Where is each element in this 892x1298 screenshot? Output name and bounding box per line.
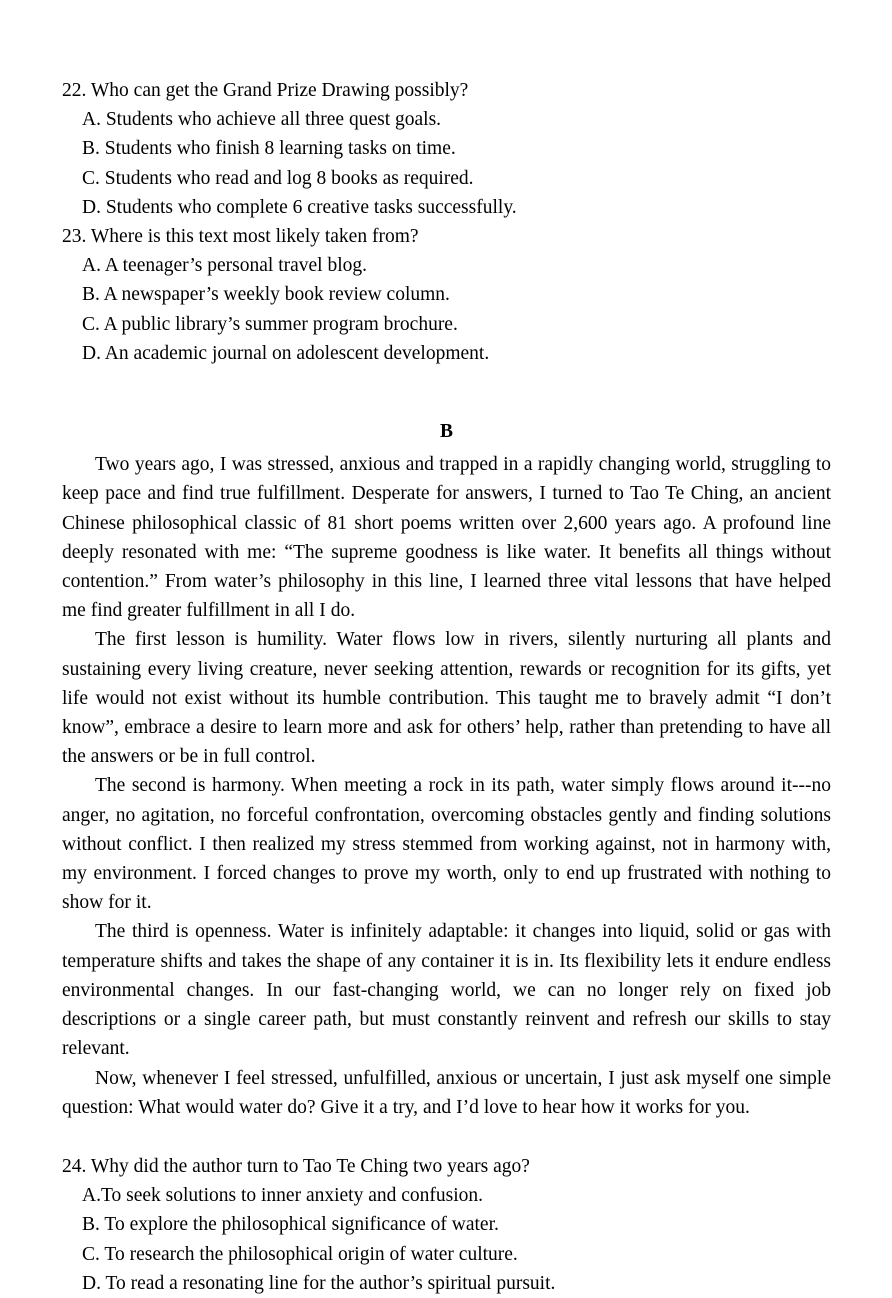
page-content [62,76,831,1298]
option-22-c[interactable]: C. Students who read and log 8 books as required. [82,167,474,189]
passage-paragraph-1: Two years ago, I was stressed, anxious and trapped in a rapidly changing world, struggling to keep pace and find true fulfillment. Desperate for answers, I turned to Tao Te Ching, an ancient Chinese philosophical classic of 81 short poems written over 2,600 years ago. A profound line deeply resonated with me: “The supreme goodness is like water. It benefits all things without contention.” From water’s philosophy in this line, I learned three vital lessons that have helped me find greater fulfillment in all I do. [62,454,831,622]
question-stem-23: 23. Where is this text most likely taken from? [62,226,419,248]
option-22-a[interactable]: A. Students who achieve all three quest goals. [82,109,442,131]
option-22-b[interactable]: B. Students who finish 8 learning tasks on time. [82,138,456,160]
passage-paragraph-4: The third is openness. Water is infinitely adaptable: it changes into liquid, solid or gas with temperature shifts and takes the shape of any container it is in. Its flexibility lets it endure endless environmental changes. In our fast-changing world, we can no longer rely on fixed job descriptions or a single career path, but must constantly reinvent and refresh our skills to stay relevant. [62,921,831,1060]
passage-section-b [62,417,831,1122]
passage-paragraph-3: The second is harmony. When meeting a rock in its path, water simply flows around it---no anger, no agitation, no forceful confrontation, overcoming obstacles gently and finding solutions without conflict. I then realized my stress stemmed from working against, not in harmony with, my environment. I forced changes to prove my worth, only to end up frustrated with nothing to show for it. [62,775,831,914]
option-23-d[interactable]: D. An academic journal on adolescent development. [82,342,490,364]
passage-paragraph-2: The first lesson is humility. Water flows low in rivers, silently nurturing all plants and sustaining every living creature, never seeking attention, rewards or recognition for its gifts, yet life would not exist without its humble contribution. This taught me to bravely admit “I don’t know”, embrace a desire to learn more and ask for others’ help, rather than pretending to have all the answers or be in full control. [62,629,831,768]
option-23-b[interactable]: B. A newspaper’s weekly book review column. [82,284,450,306]
question-block-23 [62,222,831,368]
question-block-22 [62,76,831,222]
option-list-22 [62,105,831,222]
passage-label-b: B [439,421,453,443]
option-23-a[interactable]: A. A teenager’s personal travel blog. [82,255,368,277]
option-24-b[interactable]: B. To explore the philosophical significance of water. [82,1214,499,1236]
spacer-after-question-23 [62,368,831,395]
option-22-d[interactable]: D. Students who complete 6 creative tasks successfully. [82,196,517,218]
option-list-24 [62,1181,831,1298]
option-24-a[interactable]: A.To seek solutions to inner anxiety and confusion. [82,1185,484,1207]
option-24-d[interactable]: D. To read a resonating line for the author’s spiritual pursuit. [82,1272,556,1294]
spacer-before-question-24 [62,1122,831,1152]
option-list-23 [62,251,831,368]
option-24-c[interactable]: C. To research the philosophical origin of water culture. [82,1243,518,1265]
passage-paragraph-5: Now, whenever I feel stressed, unfulfilled, anxious or uncertain, I just ask myself one simple question: What would water do? Give it a try, and I’d love to hear how it works for you. [62,1067,831,1118]
question-stem-24: 24. Why did the author turn to Tao Te Ching two years ago? [62,1155,530,1177]
option-23-c[interactable]: C. A public library’s summer program brochure. [82,313,458,335]
question-stem-22: 22. Who can get the Grand Prize Drawing possibly? [62,80,469,101]
question-block-24 [62,1152,831,1298]
